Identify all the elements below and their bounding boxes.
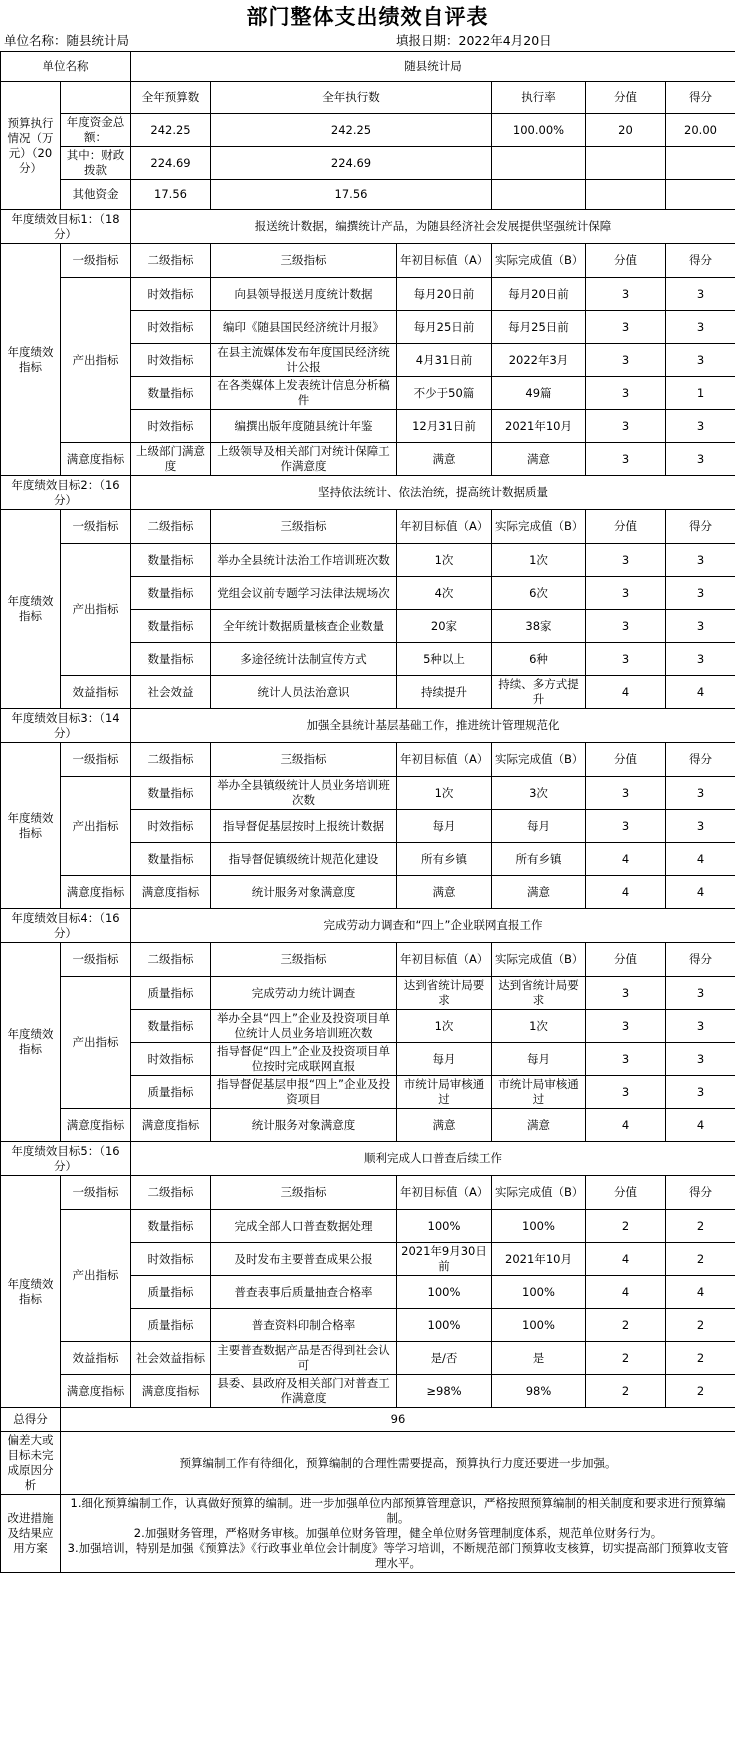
total-value: 96 <box>61 1408 735 1432</box>
actual-value: 持续、多方式提升 <box>492 676 586 709</box>
level1-indicator: 满意度指标 <box>61 1375 131 1408</box>
level3-indicator: 指导督促基层按时上报统计数据 <box>211 810 397 843</box>
goal-header-cell: 分值 <box>586 510 666 544</box>
level3-indicator: 普查表事后质量抽查合格率 <box>211 1276 397 1309</box>
total-label: 总得分 <box>1 1408 61 1432</box>
execution-rate <box>492 180 586 210</box>
actual-amount: 17.56 <box>211 180 492 210</box>
goal-header-cell: 分值 <box>586 1176 666 1210</box>
improvement-row <box>1 1495 735 1573</box>
goal-title: 年度绩效目标1：（18分） <box>1 210 131 244</box>
actual-value: 满意 <box>492 443 586 476</box>
level3-indicator: 统计服务对象满意度 <box>211 1109 397 1142</box>
goal-header-cell: 实际完成值（B） <box>492 510 586 544</box>
score-value: 3 <box>586 377 666 410</box>
indicator-row <box>1 876 735 909</box>
level2-indicator: 质量指标 <box>131 1276 211 1309</box>
target-value: 每月20日前 <box>397 278 492 311</box>
score-got: 4 <box>666 676 735 709</box>
actual-value: 6种 <box>492 643 586 676</box>
score-value: 3 <box>586 544 666 577</box>
level3-indicator: 党组会议前专题学习法律法规场次 <box>211 577 397 610</box>
level3-indicator: 完成劳动力统计调查 <box>211 977 397 1010</box>
target-value: 4月31日前 <box>397 344 492 377</box>
budget-amount: 224.69 <box>131 147 211 180</box>
score-got: 3 <box>666 1076 735 1109</box>
score-value: 4 <box>586 1109 666 1142</box>
target-value: 5种以上 <box>397 643 492 676</box>
target-value: 20家 <box>397 610 492 643</box>
goal-title-row <box>1 709 735 743</box>
score-value: 3 <box>586 777 666 810</box>
score-got: 1 <box>666 377 735 410</box>
actual-value: 38家 <box>492 610 586 643</box>
level1-indicator: 产出指标 <box>61 977 131 1109</box>
score-value: 4 <box>586 1276 666 1309</box>
target-value: 12月31日前 <box>397 410 492 443</box>
actual-value: 1次 <box>492 544 586 577</box>
goal-header-cell: 二级指标 <box>131 244 211 278</box>
actual-value: 3次 <box>492 777 586 810</box>
score-value: 3 <box>586 810 666 843</box>
actual-value: 100% <box>492 1276 586 1309</box>
level2-indicator: 满意度指标 <box>131 1109 211 1142</box>
goal-header-cell: 实际完成值（B） <box>492 1176 586 1210</box>
improvement-line: 2.加强财务管理，严格财务审核。加强单位财务管理，健全单位财务管理制度体系，规范单位财务行为。 <box>133 1526 663 1540</box>
goal-description: 加强全县统计基层基础工作，推进统计管理规范化 <box>131 709 735 743</box>
target-value: 每月 <box>397 1043 492 1076</box>
budget-row <box>1 180 735 210</box>
level1-indicator: 效益指标 <box>61 676 131 709</box>
target-value: 1次 <box>397 544 492 577</box>
actual-value: 所有乡镇 <box>492 843 586 876</box>
budget-label-cell: 预算执行情况（万元）（20分） <box>1 82 61 210</box>
score-got: 2 <box>666 1243 735 1276</box>
level1-indicator: 满意度指标 <box>61 443 131 476</box>
budget-row-label: 年度资金总额： <box>61 114 131 147</box>
level2-indicator: 数量指标 <box>131 577 211 610</box>
actual-value: 100% <box>492 1309 586 1342</box>
score-value: 4 <box>586 843 666 876</box>
level3-indicator: 统计服务对象满意度 <box>211 876 397 909</box>
level3-indicator: 普查资料印制合格率 <box>211 1309 397 1342</box>
level3-indicator: 编印《随县国民经济统计月报》 <box>211 311 397 344</box>
goal-header-cell: 一级指标 <box>61 943 131 977</box>
goal-header-row <box>1 510 735 544</box>
level2-indicator: 数量指标 <box>131 610 211 643</box>
score-value: 3 <box>586 1043 666 1076</box>
score-value: 3 <box>586 278 666 311</box>
target-value: 1次 <box>397 1010 492 1043</box>
score-got: 3 <box>666 1043 735 1076</box>
level2-indicator: 质量指标 <box>131 977 211 1010</box>
target-value: 4次 <box>397 577 492 610</box>
goal-header-cell: 年初目标值（A） <box>397 943 492 977</box>
level2-indicator: 质量指标 <box>131 1076 211 1109</box>
goal-title: 年度绩效目标3：（14分） <box>1 709 131 743</box>
level3-indicator: 完成全部人口普查数据处理 <box>211 1210 397 1243</box>
target-value: 满意 <box>397 1109 492 1142</box>
score-value: 3 <box>586 1010 666 1043</box>
goal-header-cell: 分值 <box>586 943 666 977</box>
actual-value: 每月 <box>492 1043 586 1076</box>
actual-value: 100% <box>492 1210 586 1243</box>
level2-indicator: 社会效益 <box>131 676 211 709</box>
level1-indicator: 产出指标 <box>61 1210 131 1342</box>
score-value: 3 <box>586 443 666 476</box>
execution-rate: 100.00% <box>492 114 586 147</box>
budget-header-cell: 执行率 <box>492 82 586 114</box>
goal-header-cell: 二级指标 <box>131 943 211 977</box>
score-got: 3 <box>666 544 735 577</box>
score-got: 2 <box>666 1210 735 1243</box>
goal-header-cell: 三级指标 <box>211 244 397 278</box>
goal-title-row <box>1 1142 735 1176</box>
indicator-row <box>1 676 735 709</box>
level2-indicator: 数量指标 <box>131 1010 211 1043</box>
improvement-line: 1.细化预算编制工作，认真做好预算的编制。进一步加强单位内部预算管理意识，严格按照预算编制的相关制度和要求进行预算编制。 <box>70 1496 726 1525</box>
score-got: 3 <box>666 643 735 676</box>
score-got: 3 <box>666 777 735 810</box>
deviation-text: 预算编制工作有待细化，预算编制的合理性需要提高，预算执行力度还要进一步加强。 <box>61 1432 735 1495</box>
goal-description: 坚持依法统计、依法治统，提高统计数据质量 <box>131 476 735 510</box>
level2-indicator: 时效指标 <box>131 278 211 311</box>
budget-header-row <box>1 82 735 114</box>
goal-header-cell: 得分 <box>666 1176 735 1210</box>
indicator-row <box>1 1210 735 1243</box>
target-value: 每月25日前 <box>397 311 492 344</box>
level3-indicator: 指导督促“四上”企业及投资项目单位按时完成联网直报 <box>211 1043 397 1076</box>
goal-header-cell: 二级指标 <box>131 510 211 544</box>
score-value: 2 <box>586 1342 666 1375</box>
section-label: 年度绩效指标 <box>1 244 61 476</box>
target-value: 不少于50篇 <box>397 377 492 410</box>
score-value: 2 <box>586 1375 666 1408</box>
budget-header-cell: 得分 <box>666 82 735 114</box>
goal-header-cell: 三级指标 <box>211 510 397 544</box>
score-got: 3 <box>666 311 735 344</box>
indicator-row <box>1 443 735 476</box>
goal-header-cell: 得分 <box>666 244 735 278</box>
level3-indicator: 指导督促镇级统计规范化建设 <box>211 843 397 876</box>
score-value <box>586 147 666 180</box>
actual-value: 是 <box>492 1342 586 1375</box>
total-row <box>1 1408 735 1432</box>
level2-indicator: 质量指标 <box>131 1309 211 1342</box>
budget-header-cell: 全年执行数 <box>211 82 492 114</box>
unit-name-label: 单位名称：随县统计局 <box>4 33 130 48</box>
indicator-row <box>1 1109 735 1142</box>
score-value: 3 <box>586 610 666 643</box>
actual-value: 49篇 <box>492 377 586 410</box>
score-value: 2 <box>586 1210 666 1243</box>
level3-indicator: 统计人员法治意识 <box>211 676 397 709</box>
indicator-row <box>1 544 735 577</box>
actual-value: 2021年10月 <box>492 410 586 443</box>
score-value: 20 <box>586 114 666 147</box>
target-value: 100% <box>397 1276 492 1309</box>
score-got: 4 <box>666 1109 735 1142</box>
level1-indicator: 产出指标 <box>61 777 131 876</box>
improvement-line: 3.加强培训，特别是加强《预算法》《行政事业单位会计制度》等学习培训，不断规范部门预算收支核算，切实提高部门预算收支管理水平。 <box>67 1541 729 1570</box>
actual-value: 每月20日前 <box>492 278 586 311</box>
score-value: 3 <box>586 344 666 377</box>
goal-header-cell: 二级指标 <box>131 743 211 777</box>
actual-amount: 242.25 <box>211 114 492 147</box>
target-value: ≥98% <box>397 1375 492 1408</box>
deviation-label: 偏差大或目标未完成原因分析 <box>1 1432 61 1495</box>
level2-indicator: 满意度指标 <box>131 876 211 909</box>
level2-indicator: 时效指标 <box>131 1043 211 1076</box>
level1-indicator: 满意度指标 <box>61 876 131 909</box>
level3-indicator: 全年统计数据质量核查企业数量 <box>211 610 397 643</box>
actual-value: 每月25日前 <box>492 311 586 344</box>
score-got: 3 <box>666 278 735 311</box>
score-got: 2 <box>666 1309 735 1342</box>
level3-indicator: 举办全县镇级统计人员业务培训班次数 <box>211 777 397 810</box>
page-title: 部门整体支出绩效自评表 <box>246 5 489 29</box>
level3-indicator: 县委、县政府及相关部门对普查工作满意度 <box>211 1375 397 1408</box>
target-value: 达到省统计局要求 <box>397 977 492 1010</box>
fill-date-label: 填报日期：2022年4月20日 <box>396 33 552 48</box>
goal-header-cell: 分值 <box>586 743 666 777</box>
target-value: 每月 <box>397 810 492 843</box>
improvement-text <box>61 1495 735 1573</box>
target-value: 1次 <box>397 777 492 810</box>
level2-indicator: 数量指标 <box>131 643 211 676</box>
goal-header-cell: 一级指标 <box>61 244 131 278</box>
level3-indicator: 在县主流媒体发布年度国民经济统计公报 <box>211 344 397 377</box>
score-value: 3 <box>586 311 666 344</box>
unit-row <box>1 52 735 82</box>
score-got: 4 <box>666 843 735 876</box>
level3-indicator: 主要普查数据产品是否得到社会认可 <box>211 1342 397 1375</box>
level2-indicator: 数量指标 <box>131 1210 211 1243</box>
budget-row-label: 其中：财政拨款 <box>61 147 131 180</box>
section-label: 年度绩效指标 <box>1 743 61 909</box>
goal-header-cell: 三级指标 <box>211 1176 397 1210</box>
level2-indicator: 时效指标 <box>131 810 211 843</box>
section-label: 年度绩效指标 <box>1 510 61 709</box>
budget-row <box>1 114 735 147</box>
goal-header-row <box>1 244 735 278</box>
score-got <box>666 180 735 210</box>
goal-header-cell: 三级指标 <box>211 943 397 977</box>
goal-title-row <box>1 210 735 244</box>
score-value: 4 <box>586 1243 666 1276</box>
level2-indicator: 数量指标 <box>131 377 211 410</box>
goal-title: 年度绩效目标2：（16分） <box>1 476 131 510</box>
goal-title-row <box>1 476 735 510</box>
indicator-row <box>1 278 735 311</box>
level2-indicator: 上级部门满意度 <box>131 443 211 476</box>
score-got: 3 <box>666 577 735 610</box>
level3-indicator: 举办全县统计法治工作培训班次数 <box>211 544 397 577</box>
goal-header-cell: 一级指标 <box>61 743 131 777</box>
indicator-row <box>1 1342 735 1375</box>
goal-header-cell: 年初目标值（A） <box>397 1176 492 1210</box>
actual-value: 2022年3月 <box>492 344 586 377</box>
actual-value: 满意 <box>492 1109 586 1142</box>
goal-header-cell: 分值 <box>586 244 666 278</box>
level2-indicator: 数量指标 <box>131 843 211 876</box>
level2-indicator: 数量指标 <box>131 544 211 577</box>
goal-header-cell: 实际完成值（B） <box>492 943 586 977</box>
goal-header-row <box>1 943 735 977</box>
score-value: 3 <box>586 977 666 1010</box>
target-value: 所有乡镇 <box>397 843 492 876</box>
section-label: 年度绩效指标 <box>1 1176 61 1408</box>
budget-row <box>1 147 735 180</box>
level2-indicator: 时效指标 <box>131 311 211 344</box>
score-value: 3 <box>586 410 666 443</box>
level3-indicator: 指导督促基层申报“四上”企业及投资项目 <box>211 1076 397 1109</box>
score-got: 3 <box>666 344 735 377</box>
actual-value: 2021年10月 <box>492 1243 586 1276</box>
indicator-row <box>1 777 735 810</box>
actual-value: 市统计局审核通过 <box>492 1076 586 1109</box>
level1-indicator: 效益指标 <box>61 1342 131 1375</box>
indicator-row <box>1 1375 735 1408</box>
level3-indicator: 在各类媒体上发表统计信息分析稿件 <box>211 377 397 410</box>
target-value: 2021年9月30日前 <box>397 1243 492 1276</box>
level2-indicator: 时效指标 <box>131 344 211 377</box>
target-value: 市统计局审核通过 <box>397 1076 492 1109</box>
level3-indicator: 向县领导报送月度统计数据 <box>211 278 397 311</box>
indicator-row <box>1 977 735 1010</box>
actual-value: 1次 <box>492 1010 586 1043</box>
level3-indicator: 举办全县“四上”企业及投资项目单位统计人员业务培训班次数 <box>211 1010 397 1043</box>
score-value: 4 <box>586 876 666 909</box>
deviation-row <box>1 1432 735 1495</box>
level2-indicator: 社会效益指标 <box>131 1342 211 1375</box>
goal-header-cell: 年初目标值（A） <box>397 743 492 777</box>
level3-indicator: 编撰出版年度随县统计年鉴 <box>211 410 397 443</box>
execution-rate <box>492 147 586 180</box>
score-got: 2 <box>666 1375 735 1408</box>
score-got: 20.00 <box>666 114 735 147</box>
actual-value: 98% <box>492 1375 586 1408</box>
actual-amount: 224.69 <box>211 147 492 180</box>
score-got: 2 <box>666 1342 735 1375</box>
target-value: 持续提升 <box>397 676 492 709</box>
score-got <box>666 147 735 180</box>
goal-header-cell: 得分 <box>666 510 735 544</box>
goal-header-cell: 实际完成值（B） <box>492 743 586 777</box>
score-got: 3 <box>666 443 735 476</box>
level2-indicator: 满意度指标 <box>131 1375 211 1408</box>
section-label: 年度绩效指标 <box>1 943 61 1142</box>
score-got: 3 <box>666 1010 735 1043</box>
level3-indicator: 及时发布主要普查成果公报 <box>211 1243 397 1276</box>
blank-cell <box>61 82 131 114</box>
goal-header-cell: 一级指标 <box>61 510 131 544</box>
level1-indicator: 产出指标 <box>61 544 131 676</box>
goal-header-cell: 一级指标 <box>61 1176 131 1210</box>
score-value: 2 <box>586 1309 666 1342</box>
level1-indicator: 产出指标 <box>61 278 131 443</box>
target-value: 100% <box>397 1210 492 1243</box>
goal-title: 年度绩效目标4：（16分） <box>1 909 131 943</box>
score-got: 4 <box>666 1276 735 1309</box>
goal-header-cell: 年初目标值（A） <box>397 244 492 278</box>
level1-indicator: 满意度指标 <box>61 1109 131 1142</box>
actual-value: 每月 <box>492 810 586 843</box>
score-value <box>586 180 666 210</box>
actual-value: 6次 <box>492 577 586 610</box>
goal-description: 报送统计数据，编撰统计产品，为随县经济社会发展提供坚强统计保障 <box>131 210 735 244</box>
level2-indicator: 时效指标 <box>131 1243 211 1276</box>
score-got: 3 <box>666 810 735 843</box>
goal-header-cell: 二级指标 <box>131 1176 211 1210</box>
goal-header-row <box>1 743 735 777</box>
goal-header-cell: 实际完成值（B） <box>492 244 586 278</box>
goal-header-row <box>1 1176 735 1210</box>
goal-description: 顺利完成人口普查后续工作 <box>131 1142 735 1176</box>
budget-header-cell: 分值 <box>586 82 666 114</box>
score-got: 4 <box>666 876 735 909</box>
score-value: 4 <box>586 676 666 709</box>
level3-indicator: 上级领导及相关部门对统计保障工作满意度 <box>211 443 397 476</box>
level3-indicator: 多途径统计法制宣传方式 <box>211 643 397 676</box>
target-value: 满意 <box>397 876 492 909</box>
budget-header-cell: 全年预算数 <box>131 82 211 114</box>
goal-description: 完成劳动力调查和“四上”企业联网直报工作 <box>131 909 735 943</box>
budget-amount: 17.56 <box>131 180 211 210</box>
budget-amount: 242.25 <box>131 114 211 147</box>
goal-header-cell: 得分 <box>666 743 735 777</box>
score-got: 3 <box>666 610 735 643</box>
actual-value: 达到省统计局要求 <box>492 977 586 1010</box>
performance-table <box>0 51 735 1573</box>
goal-title-row <box>1 909 735 943</box>
score-value: 3 <box>586 577 666 610</box>
improvement-label: 改进措施及结果应用方案 <box>1 1495 61 1573</box>
score-value: 3 <box>586 643 666 676</box>
actual-value: 满意 <box>492 876 586 909</box>
goal-header-cell: 三级指标 <box>211 743 397 777</box>
goal-title: 年度绩效目标5：（16分） <box>1 1142 131 1176</box>
goal-header-cell: 得分 <box>666 943 735 977</box>
score-value: 3 <box>586 1076 666 1109</box>
budget-row-label: 其他资金 <box>61 180 131 210</box>
level2-indicator: 数量指标 <box>131 777 211 810</box>
target-value: 满意 <box>397 443 492 476</box>
target-value: 是/否 <box>397 1342 492 1375</box>
score-got: 3 <box>666 977 735 1010</box>
level2-indicator: 时效指标 <box>131 410 211 443</box>
goal-header-cell: 年初目标值（A） <box>397 510 492 544</box>
score-got: 3 <box>666 410 735 443</box>
unit-label-cell: 单位名称 <box>1 52 131 82</box>
target-value: 100% <box>397 1309 492 1342</box>
unit-value-cell: 随县统计局 <box>131 52 735 82</box>
